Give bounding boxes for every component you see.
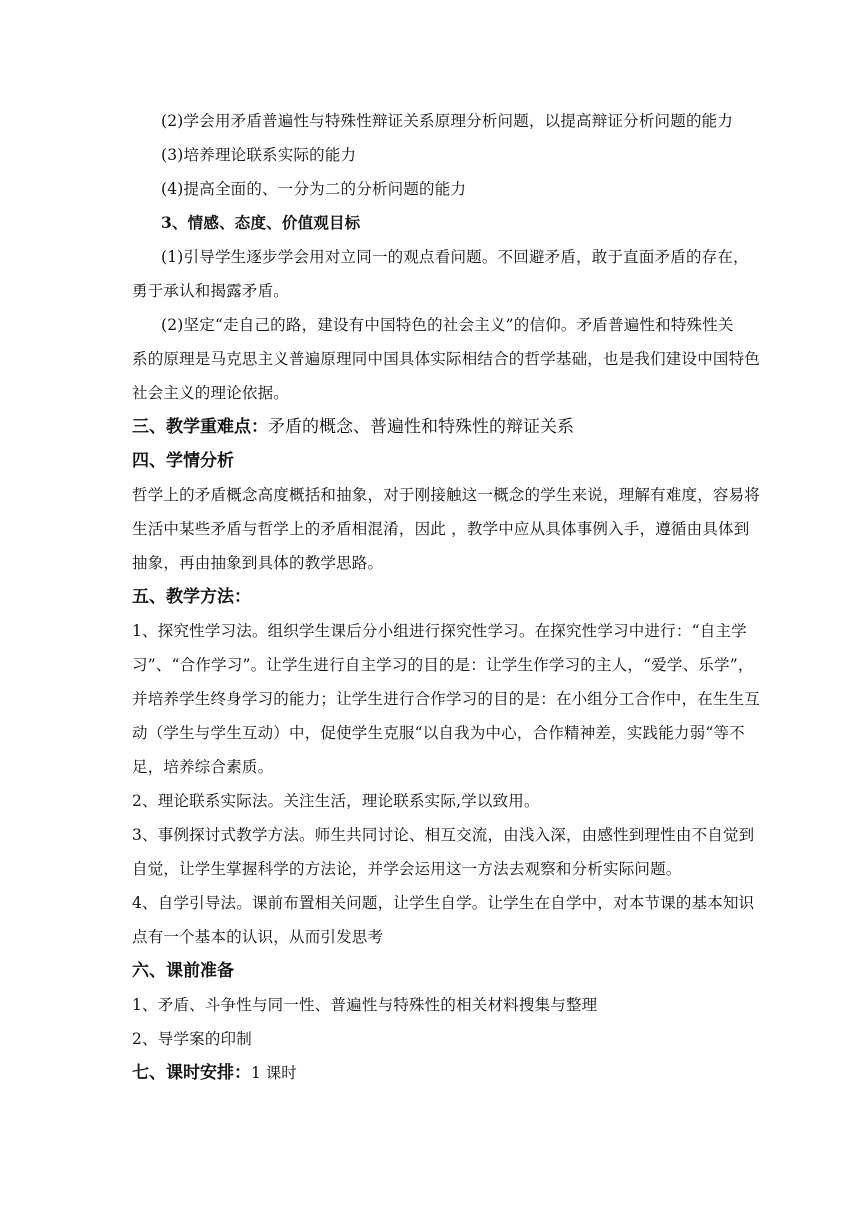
method-4-line2: 点有一个基本的认识，从而引发思考 [132, 928, 384, 946]
learner-analysis-line3: 抽象，再由抽象到具体的教学思路。 [132, 554, 384, 572]
method-1-line2: 习”、“合作学习”。让学生进行自主学习的目的是：让学生作学习的主人，“爱学、乐学”， [132, 656, 754, 674]
section-schedule [132, 1056, 732, 1090]
method-4-line1: 4、自学引导法。课前布置相关问题，让学生自学。让学生在自学中，对本节课的基本知识 [132, 894, 755, 912]
learner-analysis-line2: 生活中某些矛盾与哲学上的矛盾相混淆，因此 ，教学中应从具体事例入手，遵循由具体到 [132, 520, 750, 538]
preparation-item-1: 1、矛盾、斗争性与同一性、普遍性与特殊性的相关材料搜集与整理 [132, 996, 598, 1014]
document-page [132, 104, 761, 1090]
ability-item-3: (3)培养理论联系实际的能力 [161, 146, 357, 164]
section-schedule-text: 1 课时 [251, 1064, 297, 1082]
emotion-item-2-line3: 社会主义的理论依据。 [132, 384, 290, 402]
learner-analysis-line1: 哲学上的矛盾概念高度概括和抽象，对于刚接触这一概念的学生来说，理解有难度，容易将 [132, 486, 761, 504]
preparation-item-2: 2、导学案的印制 [132, 1030, 252, 1048]
subheading-emotion-goals: 3、情感、态度、价值观目标 [161, 213, 361, 232]
section-teaching-methods-heading: 五、教学方法： [132, 587, 251, 607]
method-2: 2、理论联系实际法。关注生活，理论联系实际,学以致用。 [132, 792, 540, 810]
method-1-line3: 并培养学生终身学习的能力；让学生进行合作学习的目的是：在小组分工合作中，在生生互 [132, 690, 761, 708]
section-learner-analysis-heading: 四、学情分析 [132, 451, 234, 471]
section-key-points [132, 410, 732, 444]
section-schedule-heading: 七、课时安排： [132, 1063, 251, 1083]
method-1-line4: 动（学生与学生互动）中，促使学生克服“以自我为中心，合作精神差，实践能力弱“等不 [132, 724, 745, 742]
method-1-line1: 1、探究性学习法。组织学生课后分小组进行探究性学习。在探究性学习中进行：“自主学 [132, 622, 747, 640]
emotion-item-2-line1: (2)坚定“走自己的路，建设有中国特色的社会主义”的信仰。矛盾普遍性和特殊性关 [161, 316, 734, 334]
section-key-points-text: 矛盾的概念、普遍性和特殊性的辩证关系 [268, 417, 574, 437]
method-3-line1: 3、事例探讨式教学方法。师生共同讨论、相互交流，由浅入深，由感性到理性由不自觉到 [132, 826, 755, 844]
section-preparation-heading: 六、课前准备 [132, 961, 234, 981]
emotion-item-1-line2: 勇于承认和揭露矛盾。 [132, 282, 290, 300]
emotion-item-1-line1: (1)引导学生逐步学会用对立同一的观点看问题。不回避矛盾，敢于直面矛盾的存在， [161, 248, 749, 266]
method-1-line5: 足，培养综合素质。 [132, 758, 274, 776]
method-3-line2: 自觉，让学生掌握科学的方法论，并学会运用这一方法去观察和分析实际问题。 [132, 860, 682, 878]
emotion-item-2-line2: 系的原理是马克思主义普遍原理同中国具体实际相结合的哲学基础，也是我们建设中国特色 [132, 350, 761, 368]
ability-item-2: (2)学会用矛盾普遍性与特殊性辩证关系原理分析问题，以提高辩证分析问题的能力 [161, 112, 734, 130]
ability-item-4: (4)提高全面的、一分为二的分析问题的能力 [161, 180, 467, 198]
section-key-points-heading: 三、教学重难点： [132, 417, 268, 437]
